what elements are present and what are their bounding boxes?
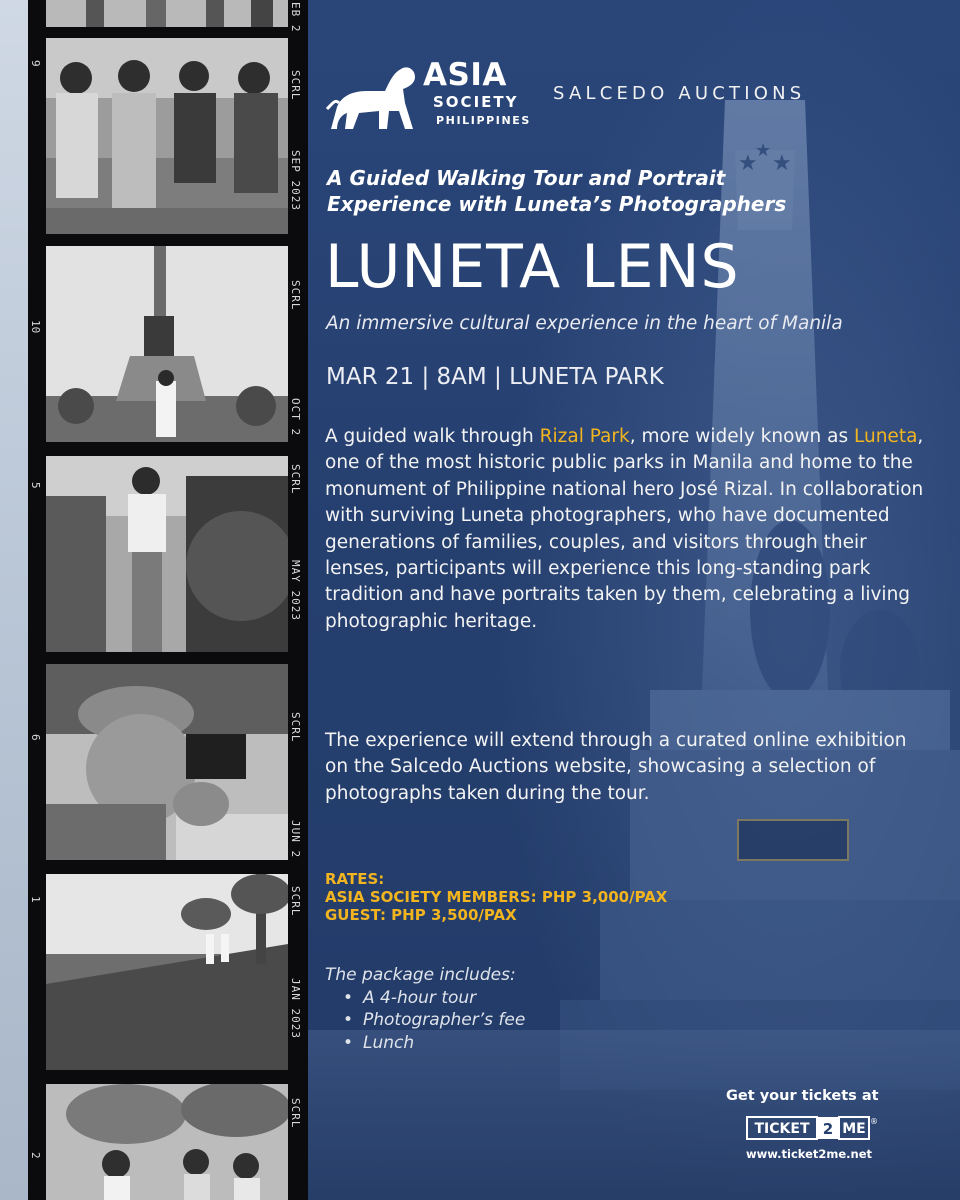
guest-rate: GUEST: PHP 3,500/PAX xyxy=(325,906,517,924)
film-frame-7 xyxy=(46,1084,288,1200)
film-edge-label: OCT 2 xyxy=(289,398,302,437)
film-frame-number: 5 xyxy=(29,482,42,489)
film-frame-number: 6 xyxy=(29,734,42,741)
package-section xyxy=(325,964,525,1054)
tickets-label: Get your tickets at xyxy=(726,1088,879,1104)
film-edge-label: SCRL xyxy=(289,886,302,917)
package-item: • Lunch xyxy=(325,1032,525,1055)
film-edge-label: SCRL xyxy=(289,70,302,101)
film-frame-6 xyxy=(46,874,288,1070)
description-text: , more widely known as xyxy=(629,426,854,447)
plaza-steps xyxy=(300,1030,960,1200)
film-frame-3 xyxy=(46,246,288,442)
ticket-url[interactable]: www.ticket2me.net xyxy=(746,1147,873,1161)
film-frame-number: 10 xyxy=(29,320,42,334)
tickets-callout xyxy=(726,1088,906,1161)
film-edge-label: SEP 2023 xyxy=(289,150,302,211)
film-frame-4 xyxy=(46,456,288,652)
subtitle-line-1: A Guided Walking Tour and Portrait xyxy=(327,166,726,190)
svg-text:★: ★ xyxy=(755,140,772,161)
event-subtitle xyxy=(327,165,927,217)
svg-text:★: ★ xyxy=(772,151,792,176)
salcedo-auctions-logo: SALCEDO AUCTIONS xyxy=(553,83,806,104)
subtitle-line-2: Experience with Luneta’s Photographers xyxy=(327,192,787,216)
package-item: • Photographer’s fee xyxy=(325,1009,525,1032)
film-frame-1 xyxy=(46,0,288,27)
film-frame-number: 2 xyxy=(29,1152,42,1159)
rates-heading: RATES: xyxy=(325,870,385,888)
film-edge-label: MAY 2023 xyxy=(289,560,302,621)
film-edge-label: EB 2 xyxy=(289,2,302,33)
event-date-time-location: MAR 21 | 8AM | LUNETA PARK xyxy=(326,364,664,390)
film-frame-5 xyxy=(46,664,288,860)
ticket2me-registered-mark: ® xyxy=(870,1117,878,1126)
film-edge-label: SCRL xyxy=(289,464,302,495)
logo-row xyxy=(323,55,923,135)
event-description xyxy=(325,424,925,635)
package-intro: The package includes: xyxy=(325,965,516,985)
film-frame-number: 1 xyxy=(29,896,42,903)
film-edge-label: SCRL xyxy=(289,1098,302,1129)
rates-section xyxy=(325,870,667,924)
film-frame-number: 9 xyxy=(29,60,42,67)
description-text: A guided walk through xyxy=(325,426,540,447)
film-edge-label: SCRL xyxy=(289,712,302,743)
package-list xyxy=(325,987,525,1055)
event-tagline: An immersive cultural experience in the heart of Manila xyxy=(326,313,843,334)
asia-society-wordmark-top: ASIA xyxy=(423,57,507,93)
member-rate: ASIA SOCIETY MEMBERS: PHP 3,000/PAX xyxy=(325,888,668,906)
film-edge-label: JUN 2 xyxy=(289,820,302,859)
asia-society-wordmark-bottom: PHILIPPINES xyxy=(436,114,531,127)
film-strip xyxy=(28,0,308,1200)
svg-text:★: ★ xyxy=(738,151,758,176)
event-title: LUNETA LENS xyxy=(325,232,740,302)
asia-society-wordmark-mid: SOCIETY xyxy=(433,93,519,111)
asia-society-lion-logo xyxy=(323,59,419,133)
luneta-highlight: Luneta xyxy=(854,426,918,447)
film-edge-label: SCRL xyxy=(289,280,302,311)
ticket2me-logo[interactable] xyxy=(746,1116,878,1140)
film-frame-2 xyxy=(46,38,288,234)
film-edge-label: JAN 2023 xyxy=(289,978,302,1039)
ticket2me-logo-left: TICKET xyxy=(754,1121,810,1137)
ticket2me-logo-mid: 2 xyxy=(822,1120,834,1138)
package-item: • A 4-hour tour xyxy=(325,987,525,1010)
ticket2me-logo-right: ME xyxy=(842,1121,866,1137)
exhibition-description: The experience will extend through a curated online exhibition on the Salcedo Auctions website, showcasing a selection of photographs taken during the tour. xyxy=(325,730,907,804)
rizal-park-highlight: Rizal Park xyxy=(539,426,630,447)
description-text: , one of the most historic public parks in Manila and home to the monument of Philippine national hero José Rizal. In collaboration with surviving Luneta photographers, who have documented generations of families, couples, and visitors through their lenses, participants will experience this long-standing park tradition and have portraits taken by them, celebrating a living photographic heritage. xyxy=(325,426,924,632)
